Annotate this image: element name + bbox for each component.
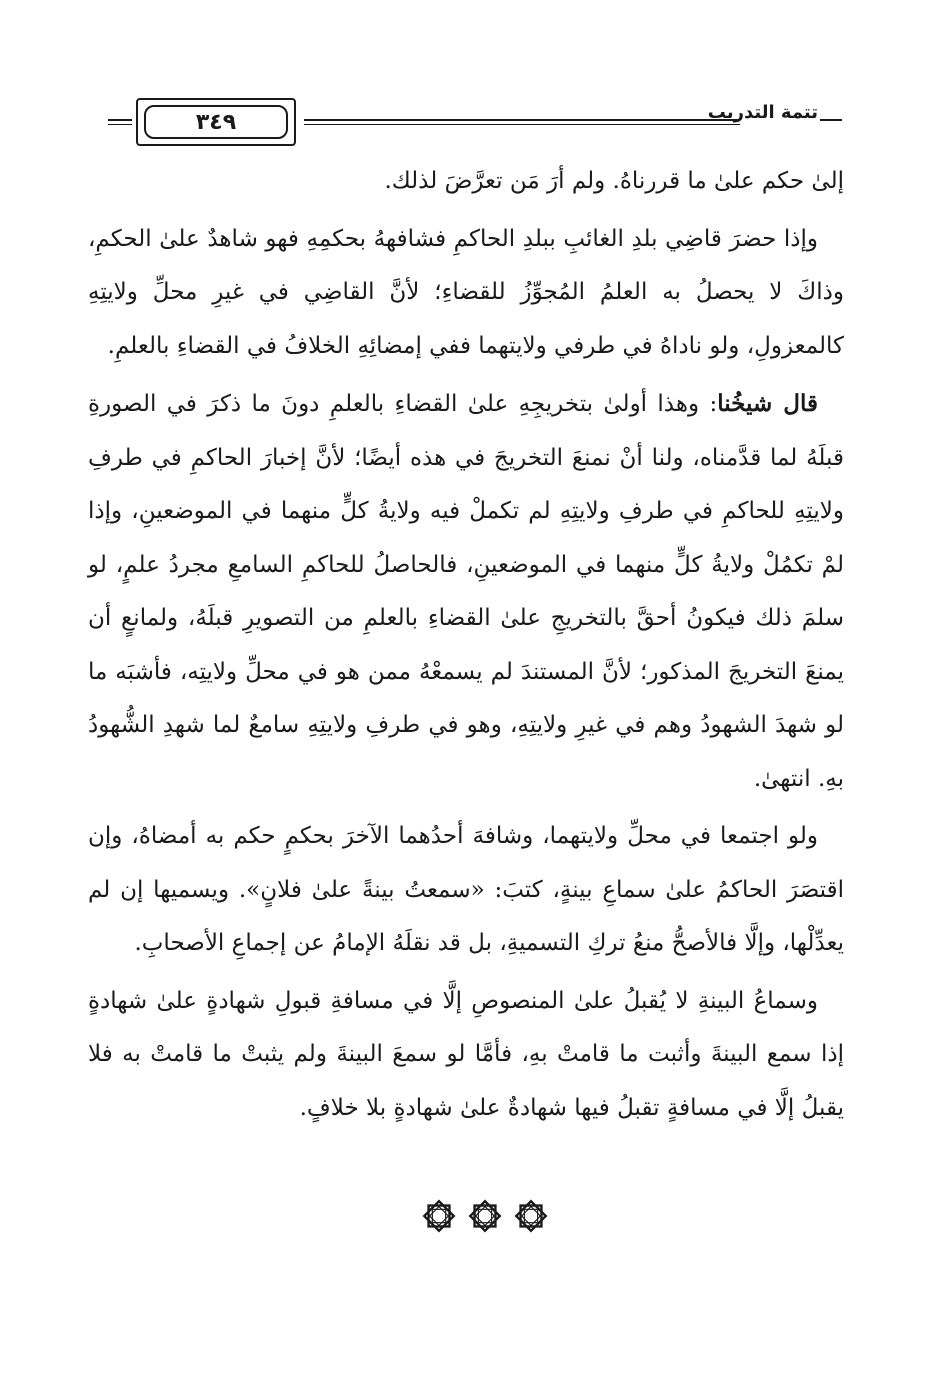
page-number: ٣٤٩ bbox=[144, 105, 288, 139]
page-number-frame bbox=[136, 98, 296, 146]
body-text bbox=[88, 155, 844, 1139]
eight-point-star-ornament-icon bbox=[466, 1197, 504, 1235]
paragraph-1: إلىٰ حكم علىٰ ما قررناهُ. ولم أرَ مَن تعرَّضَ لذلك. bbox=[384, 168, 844, 194]
header-rule-right bbox=[820, 119, 842, 121]
eight-point-star-ornament-icon bbox=[512, 1197, 550, 1235]
section-end-ornaments bbox=[420, 1196, 550, 1236]
header-rule-center bbox=[304, 119, 740, 125]
paragraph-2: وإذا حضرَ قاضِي بلدِ الغائبِ ببلدِ الحاكمِ فشافههُ بحكمِهِ فهو شاهدٌ علىٰ الحكمِ، وذاكَ لا يحصلُ به العلمُ المُجوِّزُ للقضاءِ؛ لأنَّ القاضِي في غيرِ محلِّ ولايتِهِ كالمعزولِ، ولو ناداهُ في طرفي ولايتهما ففي إمضائِهِ الخلافُ في القضاءِ بالعلمِ. bbox=[88, 225, 844, 359]
header-rule-left bbox=[108, 119, 132, 125]
paragraph-3-lead: قال شيخُنا bbox=[717, 390, 818, 417]
paragraph-4: ولو اجتمعا في محلِّ ولايتهما، وشافهَ أحدُهما الآخرَ بحكمٍ حكم به أمضاهُ، وإن اقتصَرَ الحاكمُ علىٰ سماعِ بينةٍ، كتبَ: «سمعتُ بينةً علىٰ فلانٍ». ويسميها إن لم يعدِّلْها، وإلَّا فالأصحُّ منعُ تركِ التسميةِ، بل قد نقلَهُ الإمامُ عن إجماعِ الأصحابِ. bbox=[88, 823, 844, 956]
paragraph-5: وسماعُ البينةِ لا يُقبلُ علىٰ المنصوصِ إلَّا في مسافةِ قبولِ شهادةٍ علىٰ شهادةٍ إذا سمع البينةَ وأثبت ما قامتْ بهِ، فأمَّا لو سمعَ البينةَ ولم يثبتْ ما قامتْ به فلا يقبلُ إلَّا في مسافةٍ تقبلُ فيها شهادةٌ علىٰ شهادةٍ بلا خلافٍ. bbox=[88, 987, 844, 1121]
eight-point-star-ornament-icon bbox=[420, 1197, 458, 1235]
paragraph-3 bbox=[88, 377, 844, 806]
page-header bbox=[82, 94, 842, 148]
running-title: تتمة التدريب bbox=[707, 102, 818, 123]
paragraph-3-text: : وهذا أولىٰ بتخريجِهِ علىٰ القضاءِ بالعلمِ دونَ ما ذكرَ في الصورةِ قبلَهُ لما قدَّمناه، ولنا أنْ نمنعَ التخريجَ في هذه أيضًا؛ لأنَّ إخبارَ الحاكمِ في طرفِ ولايتِهِ للحاكمِ في طرفِ ولايتِهِ لم تكملْ فيه ولايةُ كلٍّ منهما في الموضعينِ، وإذا لمْ تكمُلْ ولايةُ كلٍّ منهما في الموضعينِ، فالحاصلُ للحاكمِ السامعِ مجردُ علمٍ، لو سلمَ ذلك فيكونُ أحقَّ بالتخريجِ علىٰ القضاءِ بالعلمِ من التصويرِ قبلَهُ، ولمانعٍ أن يمنعَ التخريجَ المذكور؛ لأنَّ المستندَ لم يسمعْهُ ممن هو في محلِّ ولايتِه، فأشبَه ما لو شهدَ الشهودُ وهم في غيرِ ولايتِهِ، وهو في طرفِ ولايتِهِ سامعٌ لما شهدِ الشُّهودُ بهِ. انتهىٰ. bbox=[88, 391, 844, 792]
